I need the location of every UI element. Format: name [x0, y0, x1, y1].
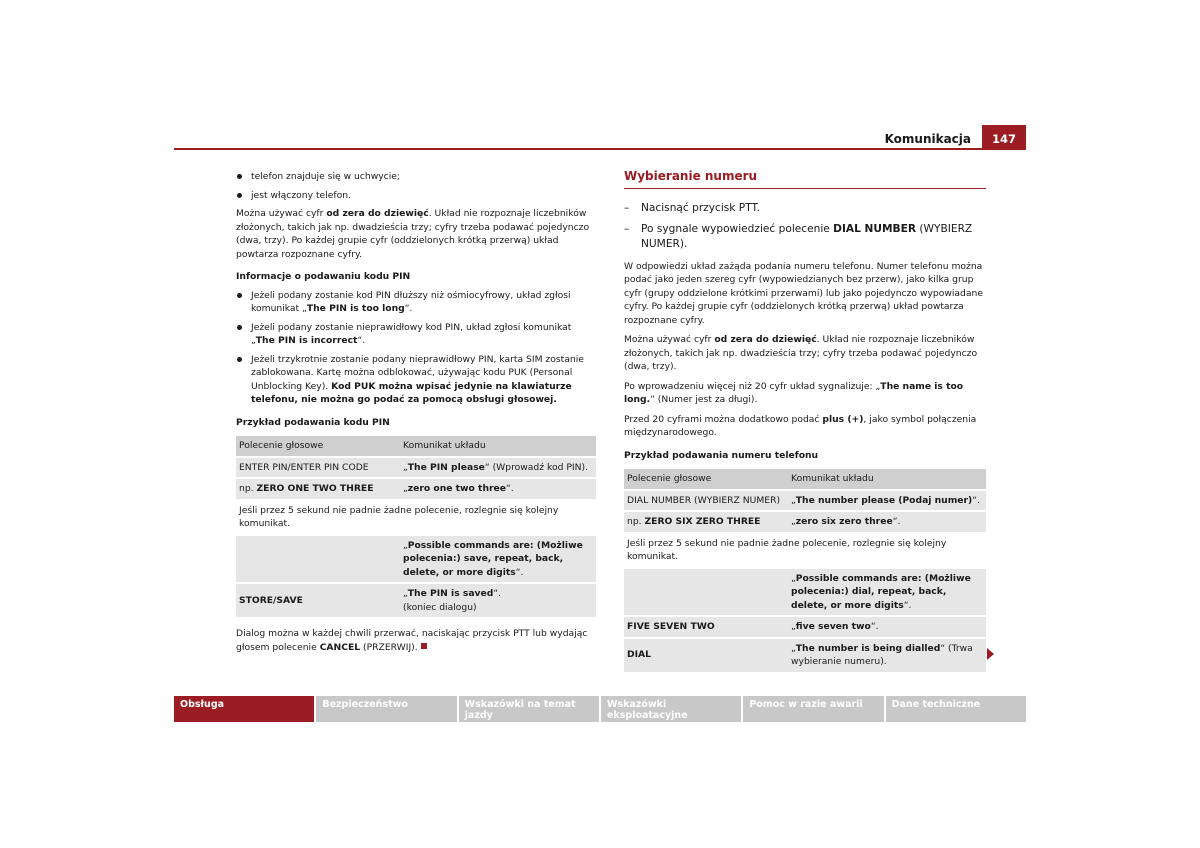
digits-paragraph: Można używać cyfr od zera do dziewięć. Układ nie rozpoznaje liczebników złożonych, takich jak np. dwadzieścia trzy; cyfry trzeba podawać pojedynczo (dwa, trzy). Po każdej grupie cyfr (oddzielonych krótką przerwą) układ powtarza rozpoznane cyfry.: [236, 208, 590, 260]
paragraph: Przed 20 cyframi można dodatkowo podać plus (+), jako symbol połączenia międzynarodowego.: [624, 413, 977, 438]
message-cell: „Possible commands are: (Możliwe polecenia:) dial, repeat, back, delete, or more digits“.: [788, 569, 986, 616]
paragraph: Po wprowadzeniu więcej niż 20 cyfr układ sygnalizuje: „The name is too long.“ (Numer jest za długi).: [624, 380, 964, 405]
section-title: Wybieranie numeru: [624, 169, 758, 183]
nav-tab-dane-techniczne[interactable]: Dane techniczne: [886, 696, 1026, 722]
nav-tab-bezpieczenstwo[interactable]: Bezpieczeństwo: [316, 696, 456, 722]
table-row: [236, 458, 596, 478]
paragraph: Można używać cyfr od zera do dziewięć. Układ nie rozpoznaje liczebników złożonych, takich jak np. dwadzieścia trzy; cyfry trzeba podawać pojedynczo (dwa, trzy).: [624, 334, 978, 372]
nav-tab-wskazowki-eksploatacyjne[interactable]: Wskazówki eksploatacyjne: [601, 696, 741, 722]
table-row: [236, 479, 596, 499]
page-number-badge: [982, 125, 1026, 149]
nav-tab-pomoc[interactable]: Pomoc w razie awarii: [743, 696, 883, 722]
message-cell: „five seven two“.: [788, 617, 986, 637]
pin-dialog-table: [236, 434, 596, 619]
command-cell: DIAL NUMBER (WYBIERZ NUMER): [624, 491, 788, 511]
message-cell: „The PIN is saved“. (koniec dialogu): [400, 584, 596, 617]
dial-dialog-table: [624, 467, 986, 674]
chapter-title: Komunikacja: [884, 132, 971, 146]
note-cell: Jeśli przez 5 sekund nie padnie żadne polecenie, rozlegnie się kolejny komunikat.: [624, 534, 986, 567]
number-example-heading: Przykład podawania numeru telefonu: [624, 449, 819, 461]
table-header-cell: Polecenie głosowe: [236, 436, 400, 456]
table-header-row: [236, 436, 596, 456]
pin-bullet: Jeżeli podany zostanie nieprawidłowy kod PIN, układ zgłosi komunikat „The PIN is incorrect“.: [236, 321, 596, 348]
message-cell: „Possible commands are: (Możliwe polecenia:) save, repeat, back, delete, or more digits“.: [400, 536, 596, 583]
message-cell: „zero six zero three“.: [788, 512, 986, 532]
command-cell: [624, 569, 788, 616]
header-rule: [174, 148, 1026, 150]
command-cell: ENTER PIN/ENTER PIN CODE: [236, 458, 400, 478]
command-cell: np. ZERO SIX ZERO THREE: [624, 512, 788, 532]
pin-example-heading: Przykład podawania kodu PIN: [236, 416, 390, 428]
table-row: [624, 569, 986, 616]
table-row: [624, 639, 986, 672]
message-cell: „The number please (Podaj numer)“.: [788, 491, 986, 511]
table-row: [624, 512, 986, 532]
table-header-cell: Komunikat układu: [400, 436, 596, 456]
command-cell: FIVE SEVEN TWO: [624, 617, 788, 637]
command-cell: [236, 536, 400, 583]
table-header-row: [624, 469, 986, 489]
section-end-icon: [421, 643, 427, 649]
table-row: [236, 536, 596, 583]
table-row: [236, 501, 596, 534]
pin-bullet: Jeżeli trzykrotnie zostanie podany nieprawidłowy PIN, karta SIM zostanie zablokowana. Kartę można odblokować, używając kodu PUK (Personal Unblocking Key). Kod PUK można wpisać jedynie na klawiaturze telefonu, nie można go podać za pomocą obsługi głosowej.: [236, 353, 596, 407]
pin-bullet: Jeżeli podany zostanie kod PIN dłuższy niż ośmiocyfrowy, układ zgłosi komunikat „The PIN is too long“.: [236, 289, 596, 316]
table-row: [624, 617, 986, 637]
command-cell: STORE/SAVE: [236, 584, 400, 617]
nav-tab-obsluga[interactable]: Obsługa: [174, 696, 314, 722]
message-cell: „zero one two three“.: [400, 479, 596, 499]
step-item: – Nacisnąć przycisk PTT.: [624, 201, 986, 216]
table-header-cell: Polecenie głosowe: [624, 469, 788, 489]
bullet-item: jest włączony telefon.: [236, 189, 596, 203]
note-cell: Jeśli przez 5 sekund nie padnie żadne polecenie, rozlegnie się kolejny komunikat.: [236, 501, 596, 534]
table-header-cell: Komunikat układu: [788, 469, 986, 489]
command-cell: DIAL: [624, 639, 788, 672]
closing-paragraph: Dialog można w każdej chwili przerwać, naciskając przycisk PTT lub wydając głosem polecenie CANCEL (PRZERWIJ).: [236, 628, 588, 653]
page-number: 147: [991, 132, 1016, 146]
section-rule: [624, 188, 986, 189]
table-row: [236, 584, 596, 617]
chapter-nav: [174, 696, 1026, 722]
nav-tab-wskazowki-jazdy[interactable]: Wskazówki na temat jazdy: [459, 696, 599, 722]
command-cell: np. ZERO ONE TWO THREE: [236, 479, 400, 499]
message-cell: „The PIN please“ (Wprowadź kod PIN).: [400, 458, 596, 478]
table-row: [624, 534, 986, 567]
table-row: [624, 491, 986, 511]
continue-arrow-icon: [987, 648, 994, 660]
step-item: – Po sygnale wypowiedzieć polecenie DIAL NUMBER (WYBIERZ NUMER).: [624, 222, 986, 252]
left-column: [236, 170, 596, 660]
pin-info-heading: Informacje o podawaniu kodu PIN: [236, 271, 411, 282]
message-cell: „The number is being dialled“ (Trwa wybieranie numeru).: [788, 639, 986, 672]
paragraph: W odpowiedzi układ zażąda podania numeru telefonu. Numer telefonu można podać jako jeden szereg cyfr (wypowiedzianych bez przerw), jako kilka grup cyfr (grupy oddzielone krótkimi przerwami) lub jako pojedynczo wypowiadane cyfry. Po każdej grupie cyfr (oddzielonych krótką przerwą) układ powtarza rozpoznane cyfry.: [624, 260, 983, 326]
bullet-item: telefon znajduje się w uchwycie;: [236, 170, 596, 184]
right-column: [624, 170, 986, 674]
